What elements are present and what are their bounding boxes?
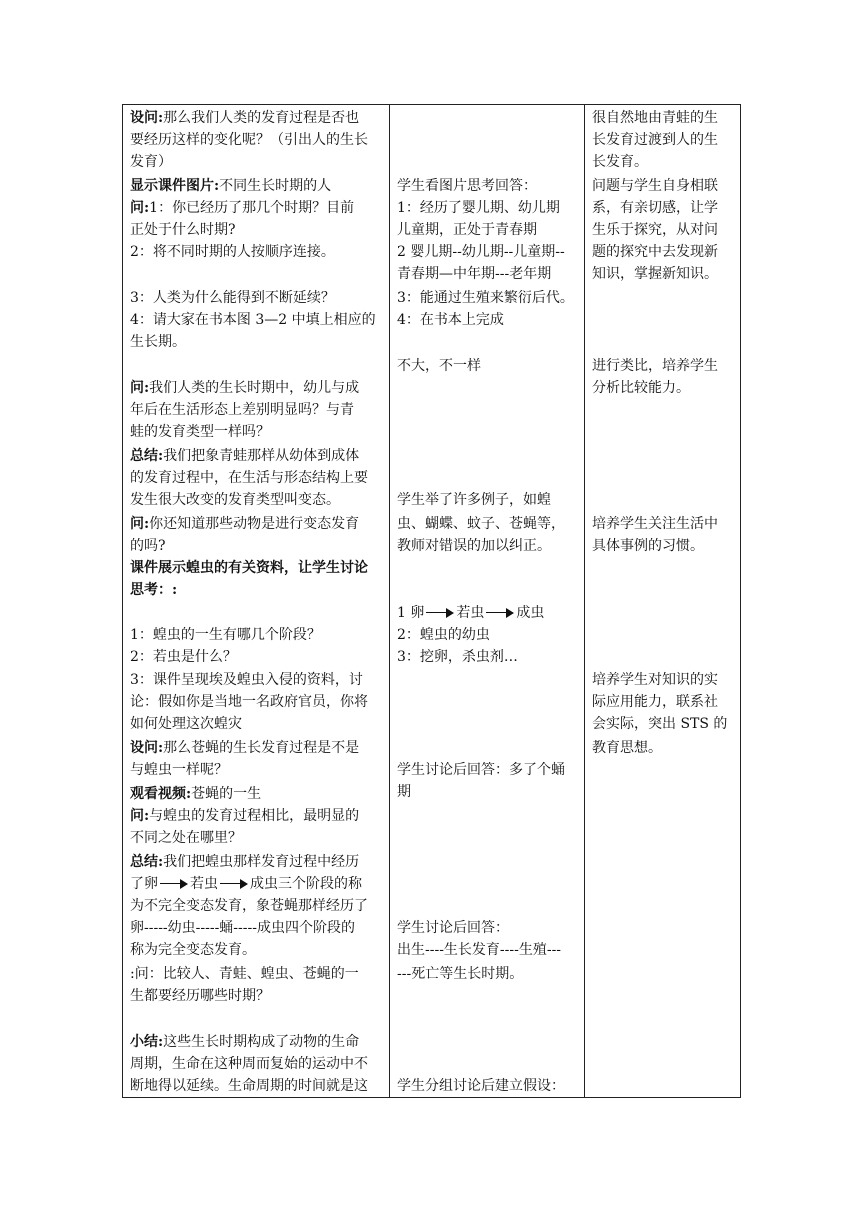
bold-label: 小结:	[130, 1034, 164, 1050]
line-text: 1：你已经历了那几个时期？目前	[149, 200, 355, 216]
right-arrow-icon	[426, 608, 454, 618]
text-line	[592, 691, 718, 713]
line-text: 分析比较能力。	[592, 380, 690, 396]
text-line	[397, 489, 551, 511]
text-line	[130, 197, 354, 219]
text-line	[130, 287, 335, 309]
line-text: ---死亡等生长时期。	[397, 966, 524, 982]
text-line	[592, 513, 718, 535]
line-text: 的发育过程中，在生活与形态结构上要	[130, 470, 368, 486]
line-text: 不同生长时期的人	[219, 178, 332, 194]
text-line	[397, 602, 544, 624]
line-text: 与蝗虫的发育过程相比，最明显的	[149, 808, 360, 824]
text-line	[130, 624, 321, 646]
line-text: 系，有亲切感，让学	[592, 200, 718, 216]
text-line	[130, 579, 177, 601]
line-text: 3：课件呈现埃及蝗虫入侵的资料，讨	[130, 672, 363, 688]
text-line	[130, 445, 359, 467]
line-text: 虫、蝴蝶、蚊子、苍蝇等，	[397, 516, 565, 532]
text-line	[397, 917, 509, 939]
text-line	[592, 355, 718, 377]
line-text: 进行类比，培养学生	[592, 358, 718, 374]
text-line	[397, 781, 411, 803]
line-text: 期	[397, 784, 411, 800]
line-text: 蛙的发育类型一样吗？	[130, 424, 270, 440]
text-line	[397, 241, 565, 263]
line-text: 的吗?	[130, 538, 166, 554]
bold-label: 问:	[130, 516, 150, 532]
text-line	[397, 309, 504, 331]
line-text: 为不完全变态发育，象苍蝇那样经历了	[130, 898, 368, 914]
line-text: 成虫	[516, 605, 545, 621]
text-line	[592, 669, 718, 691]
text-line	[397, 646, 518, 668]
text-line	[592, 129, 718, 151]
text-line	[592, 713, 727, 735]
line-text: 3：人类为什么能得到不断延续？	[130, 290, 335, 306]
line-text: 2：蝗虫的幼虫	[397, 627, 490, 643]
line-text: 与蝗虫一样呢？	[130, 762, 228, 778]
text-line	[397, 759, 565, 781]
text-line	[592, 241, 718, 263]
text-line	[592, 151, 648, 173]
line-text: 长发育。	[592, 154, 648, 170]
text-line	[130, 241, 335, 263]
right-arrow-icon	[220, 879, 248, 889]
line-text: 教师对错误的加以纠正。	[397, 538, 551, 554]
line-text: 正处于什么时期?	[130, 222, 236, 238]
text-line	[130, 1075, 368, 1097]
line-text: 很自然地由青蛙的生	[592, 110, 718, 126]
bold-label: 课件展示蝗虫的有关资料，让学生讨论	[130, 560, 368, 576]
lesson-plan-table	[122, 104, 741, 1098]
line-text: 生长期。	[130, 334, 186, 350]
text-line	[130, 917, 355, 939]
text-line	[130, 513, 359, 535]
text-line	[397, 287, 574, 309]
text-line	[397, 624, 490, 646]
bold-label: 设问:	[130, 110, 164, 126]
line-text: 发生很大改变的发育类型叫变态。	[130, 492, 340, 508]
line-text: 我们把象青蛙那样从幼体到成体	[163, 448, 360, 464]
text-line	[592, 175, 718, 197]
bold-label: 设问:	[130, 740, 164, 756]
line-text: 1 卵	[397, 605, 425, 621]
line-text: 断地得以延续。生命周期的时间就是这	[130, 1078, 368, 1094]
line-text: 卵-----幼虫-----蛹-----成虫四个阶段的	[130, 920, 355, 936]
text-line	[130, 129, 368, 151]
design-intent-column	[585, 105, 741, 1098]
line-text: 这些生长时期构成了动物的生命	[163, 1034, 360, 1050]
text-line	[130, 669, 363, 691]
line-text: 苍蝇的一生	[191, 786, 262, 802]
right-arrow-icon	[486, 608, 514, 618]
text-line	[130, 805, 359, 827]
line-text: 学生讨论后回答：	[397, 920, 509, 936]
text-line	[130, 851, 359, 873]
text-line	[130, 1031, 359, 1053]
text-line	[130, 175, 331, 197]
student-activity-column	[390, 105, 585, 1098]
line-text: 2 婴儿期--幼儿期--儿童期--	[397, 244, 565, 260]
text-line	[397, 1075, 565, 1097]
line-text: 题的探究中去发现新	[592, 244, 718, 260]
line-text: 知识，掌握新知识。	[592, 266, 718, 282]
text-line	[130, 331, 186, 353]
text-line	[130, 557, 368, 579]
line-text: 2：将不同时期的人按顺序连接。	[130, 244, 335, 260]
text-line	[130, 219, 236, 241]
text-line	[130, 895, 368, 917]
line-text: 学生举了许多例子，如蝗	[397, 492, 551, 508]
text-line	[130, 939, 256, 961]
line-text: 培养学生关注生活中	[592, 516, 718, 532]
line-text: 那么苍蝇的生长发育过程是不是	[163, 740, 360, 756]
text-line	[130, 873, 362, 895]
line-text: 生都要经历哪些时期？	[130, 988, 270, 1004]
line-text: 问题与学生自身相联	[592, 178, 718, 194]
line-text: 3：能通过生殖来繁衍后代。	[397, 290, 574, 306]
line-text: 会实际，突出 STS 的	[592, 716, 728, 732]
line-text: 周期，生命在这种周而复始的运动中不	[130, 1056, 368, 1072]
text-line	[130, 1053, 368, 1075]
line-text: 年后在生活形态上差别明显吗？与青	[130, 402, 354, 418]
line-text: 1：蝗虫的一生有哪几个阶段？	[130, 627, 321, 643]
text-line	[397, 963, 523, 985]
text-line	[397, 219, 537, 241]
text-line	[130, 309, 376, 331]
text-line	[397, 197, 560, 219]
line-text: 学生看图片思考回答：	[397, 178, 537, 194]
bold-label: 问:	[130, 200, 150, 216]
teacher-activity-cell	[123, 105, 389, 1097]
line-text: 不同之处在哪里？	[130, 830, 242, 846]
line-text: 培养学生对知识的实	[592, 672, 718, 688]
text-line	[397, 263, 551, 285]
text-line	[592, 219, 718, 241]
design-intent-cell	[585, 105, 740, 1097]
line-text: 教育思想。	[592, 740, 662, 756]
text-line	[592, 535, 704, 557]
text-line	[130, 646, 237, 668]
line-text: 学生讨论后回答：多了个蛹	[397, 762, 565, 778]
text-line	[397, 939, 561, 961]
line-text: 要经历这样的变化呢？（引出人的生长	[130, 132, 368, 148]
line-text: 4：请大家在书本图 3—2 中填上相应的	[130, 312, 376, 328]
text-line	[397, 175, 537, 197]
line-text: 学生分组讨论后建立假设：	[397, 1078, 565, 1094]
line-text: 你还知道那些动物是进行变态发育	[149, 516, 360, 532]
line-text: 了卵	[130, 876, 158, 892]
bold-label: 观看视频:	[130, 786, 192, 802]
bold-label: 问:	[130, 808, 150, 824]
text-line	[130, 421, 270, 443]
bold-label: 问:	[130, 380, 150, 396]
line-text: 论：假如你是当地一名政府官员，你将	[130, 694, 368, 710]
text-line	[397, 535, 551, 557]
teacher-activity-column	[123, 105, 390, 1098]
line-text: 际应用能力，联系社	[592, 694, 718, 710]
line-text: 2：若虫是什么？	[130, 649, 237, 665]
text-line	[130, 759, 228, 781]
text-line	[130, 691, 368, 713]
text-line	[130, 713, 242, 735]
text-line	[130, 963, 359, 985]
line-text: 不大，不一样	[397, 358, 481, 374]
text-line	[130, 783, 261, 805]
line-text: 生乐于探究，从对问	[592, 222, 718, 238]
text-line	[130, 827, 242, 849]
right-arrow-icon	[160, 879, 188, 889]
line-text: 长发育过渡到人的生	[592, 132, 718, 148]
bold-label: 显示课件图片:	[130, 178, 220, 194]
text-line	[130, 377, 359, 399]
line-text: 我们人类的生长时期中，幼儿与成	[149, 380, 360, 396]
text-line	[130, 467, 368, 489]
line-text: 出生----生长发育----生殖---	[397, 942, 562, 958]
line-text: 成虫三个阶段的称	[250, 876, 362, 892]
line-text: :问：比较人、青蛙、蝗虫、苍蝇的一	[130, 966, 359, 982]
student-activity-cell	[390, 105, 584, 1097]
text-line	[130, 737, 359, 759]
line-text: 若虫	[190, 876, 218, 892]
line-text: 发育）	[130, 154, 172, 170]
bold-label: 总结:	[130, 448, 164, 464]
line-text: 若虫	[456, 605, 485, 621]
line-text: 4：在书本上完成	[397, 312, 504, 328]
line-text: 具体事例的习惯。	[592, 538, 704, 554]
bold-label: 总结:	[130, 854, 164, 870]
text-line	[130, 985, 270, 1007]
line-text: 儿童期，正处于青春期	[397, 222, 537, 238]
text-line	[397, 513, 565, 535]
line-text: 如何处理这次蝗灾	[130, 716, 242, 732]
text-line	[592, 377, 690, 399]
text-line	[592, 197, 718, 219]
text-line	[592, 107, 718, 129]
line-text: 青春期—中年期---老年期	[397, 266, 552, 282]
text-line	[592, 263, 718, 285]
line-text: 我们把蝗虫那样发育过程中经历	[163, 854, 360, 870]
text-line	[592, 737, 662, 759]
table-row	[123, 105, 741, 1098]
bold-label: 思考：:	[130, 582, 178, 598]
text-line	[397, 355, 481, 377]
text-line	[130, 107, 359, 129]
line-text: 1：经历了婴儿期、幼儿期	[397, 200, 560, 216]
text-line	[130, 151, 172, 173]
text-line	[130, 399, 354, 421]
line-text: 称为完全变态发育。	[130, 942, 256, 958]
text-line	[130, 489, 340, 511]
line-text: 3：挖卵，杀虫剂…	[397, 649, 518, 665]
text-line	[130, 535, 166, 557]
line-text: 那么我们人类的发育过程是否也	[163, 110, 360, 126]
